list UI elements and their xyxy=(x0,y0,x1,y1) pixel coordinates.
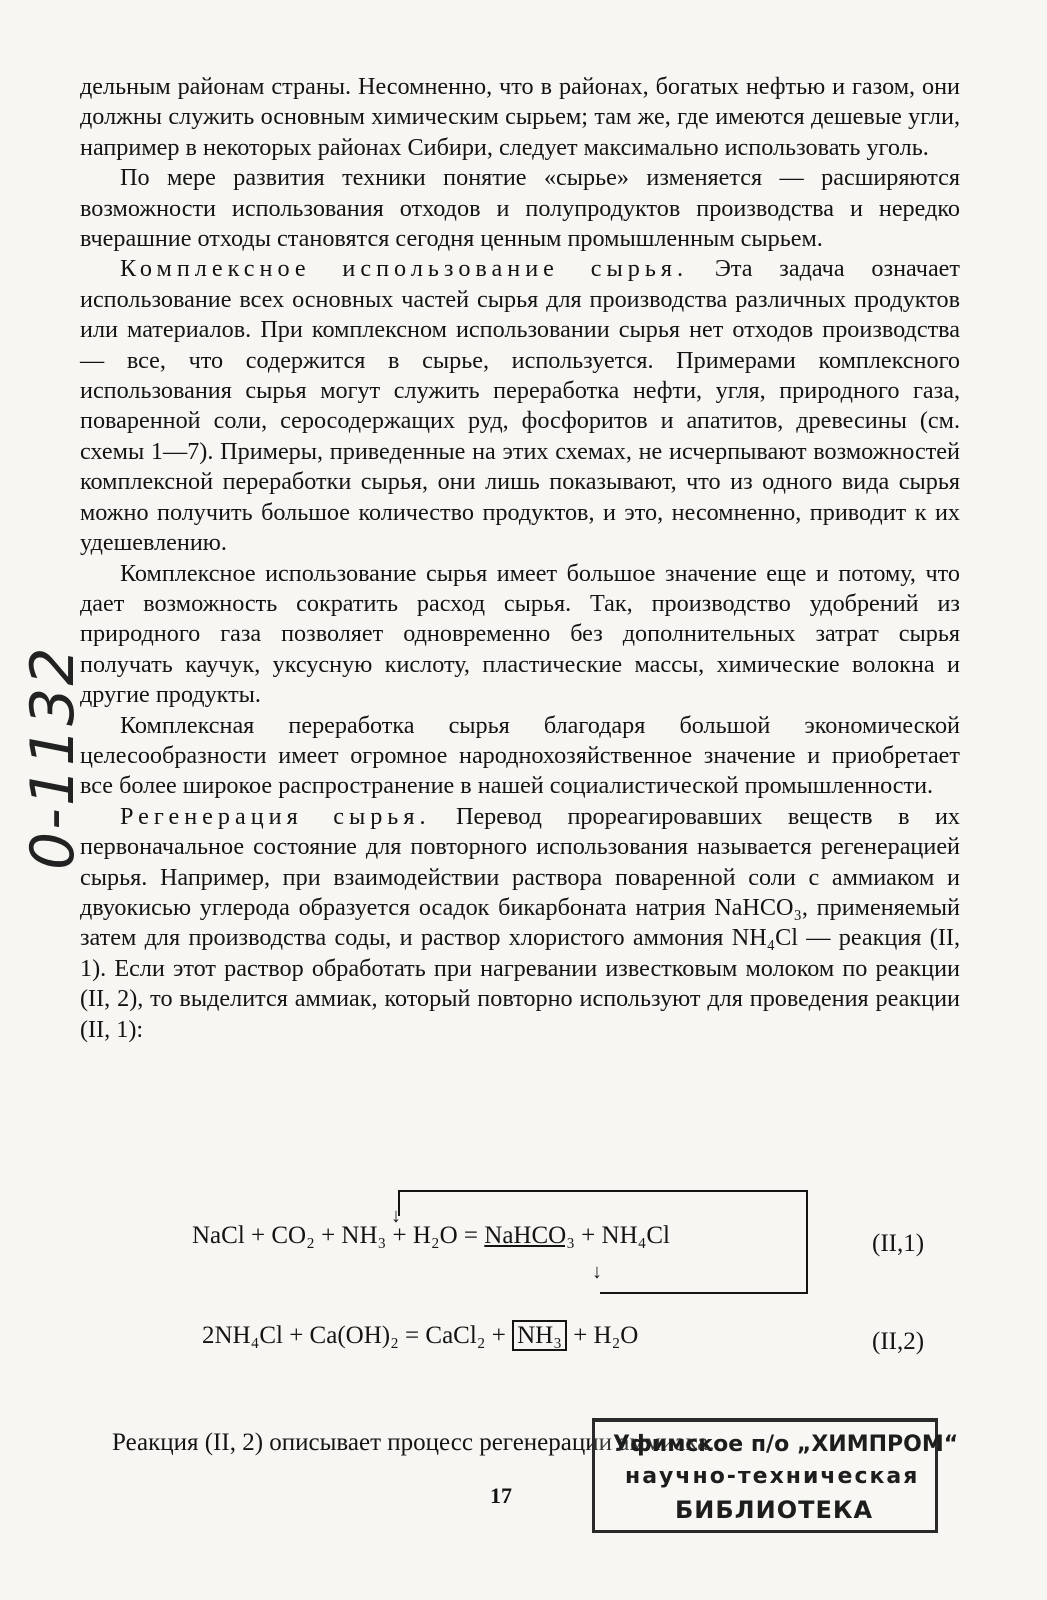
body-text xyxy=(80,72,960,1045)
paragraph-6: Регенерация сырья. Перевод прореагировавших веществ в их первоначальное состояние для повторного использования называется регенерацией сырья. Например, при взаимодействии раствора поваренной соли с аммиаком и двуокисью углерода образуется осадок бикарбоната натрия NaHCO₃, применяемый затем для производства соды, и раствор хлористого аммония NH₄Cl — реакция (II, 1). Если этот раствор обработать при нагревании известковым молоком по реакции (II, 2), то выделится аммиак, который повторно используют для проведения реакции (II, 1): xyxy=(80,802,960,1043)
recycle-bracket-bottom xyxy=(600,1292,808,1294)
section-lead-regeneration: Регенерация сырья. xyxy=(120,802,431,830)
stamp-line-2: научно-техническая xyxy=(625,1464,920,1489)
down-arrow-icon: ↓ xyxy=(391,1205,401,1227)
stamp-line-1: Уфимское п/о „ХИМПРОМ“ xyxy=(613,1432,959,1457)
equation-number-2: (II,2) xyxy=(872,1328,925,1355)
paragraph-3: Комплексное использование сырья. Эта задача означает использование всех основных частей сырья для производства различных продуктов или материалов. При комплексном использовании сырья нет отходов производства — все, что содержится в сырье, используется. Примерами комплексного использования сырья могут служить переработка нефти, угля, природного газа, поваренной соли, серосодержащих руд, фосфоритов и апатитов, древесины (см. схемы 1—7). Примеры, приведенные на этих схемах, не исчерпывают возможностей комплексной переработки сырья, они лишь показывают, что из одного вида сырья можно получить большое количество продуктов, и это, несомненно, приводит к их удешевлению. xyxy=(80,255,960,557)
library-stamp xyxy=(592,1418,959,1533)
paragraph-1: дельным районам страны. Несомненно, что в районах, богатых нефтью и газом, они должны служить основным химическим сырьем; там же, где имеются дешевые угли, например в некоторых районах Сибири, следует максимально использовать уголь. xyxy=(80,73,960,161)
paragraph-5: Комплексная переработка сырья благодаря большой экономической целесообразности имеет огромное народнохозяйственное значение и приобретает все более широкое распространение в нашей социалистической промышленности. xyxy=(80,711,960,800)
precipitate-arrow-icon: ↓ xyxy=(592,1261,602,1283)
final-line: Реакция (II, 2) описывает процесс регенерации аммиака. xyxy=(112,1429,715,1456)
recycle-bracket-right xyxy=(806,1190,808,1294)
page-number: 17 xyxy=(490,1483,512,1508)
section-lead-complex-use: Комплексное использование сырья. xyxy=(120,255,689,283)
equation-ii-2: 2NH₄Cl + Ca(OH)₂ = CaCl₂ + NH₃ + H₂O xyxy=(202,1322,639,1349)
equation-number-1: (II,1) xyxy=(872,1230,925,1257)
equation-ii-1: NaCl + CO₂ + NH₃ + H₂O = NaHCO₃ + NH₄Cl xyxy=(192,1222,670,1249)
stamp-line-3: БИБЛИОТЕКА xyxy=(675,1496,874,1524)
recycle-bracket-top xyxy=(398,1190,808,1192)
handwritten-margin-note: 0-1132 xyxy=(18,645,88,870)
nahco3-product: NaHCO₃ xyxy=(484,1222,575,1249)
ammonia-boxed: NH₃ xyxy=(512,1320,567,1351)
paragraph-2: По мере развития техники понятие «сырье» изменяется — расширяются возможности использования отходов и полупродуктов производства и нередко вчерашние отходы становятся сегодня ценным промышленным сырьем. xyxy=(80,164,960,253)
paragraph-4: Комплексное использование сырья имеет большое значение еще и потому, что дает возможность сократить расход сырья. Так, производство удобрений из природного газа позволяет одновременно без дополнительных затрат сырья получать каучук, уксусную кислоту, пластические массы, химические волокна и другие продукты. xyxy=(80,559,960,709)
